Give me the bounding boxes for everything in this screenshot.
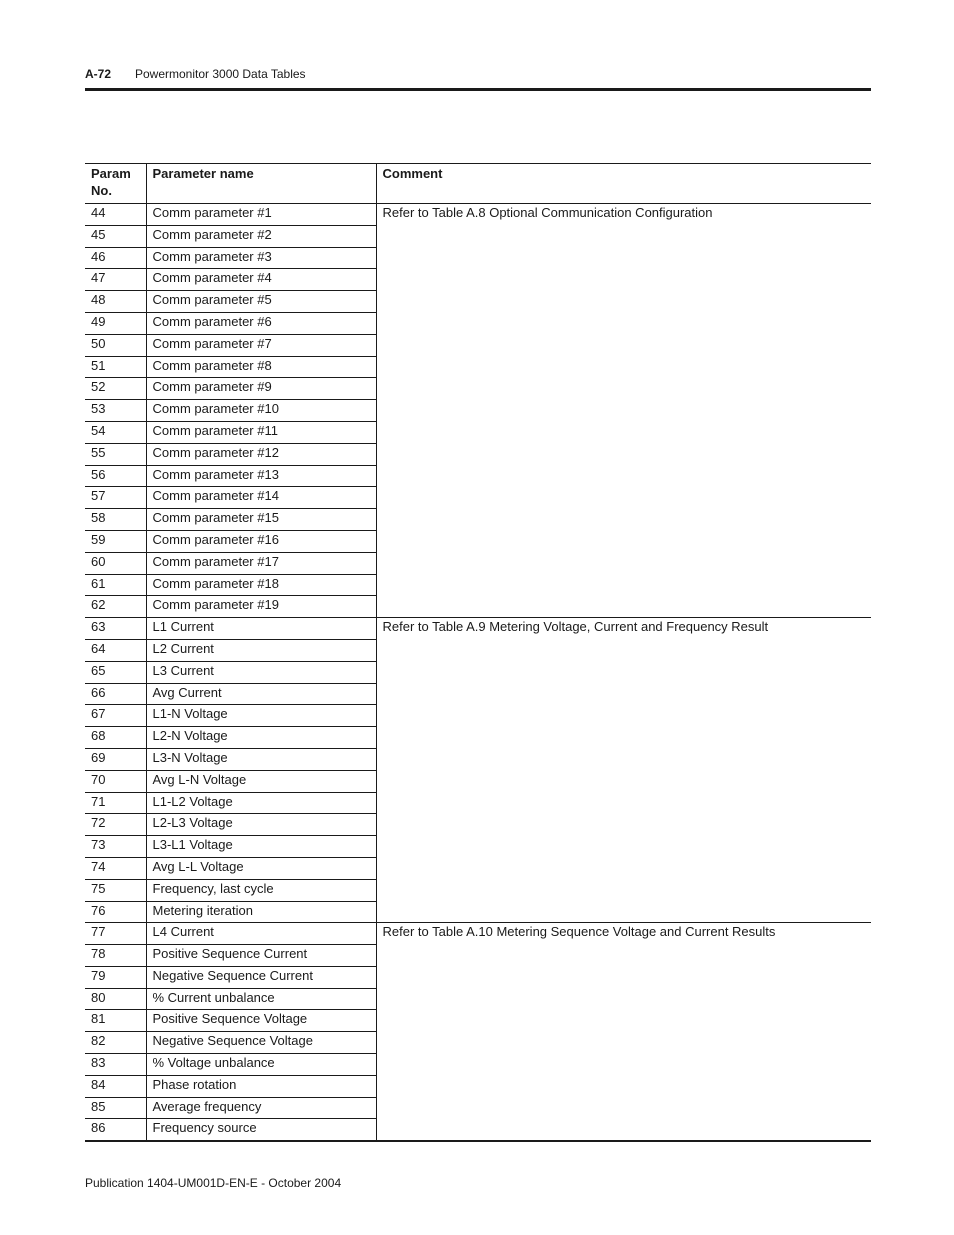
parameter-name: L2-N Voltage bbox=[146, 727, 376, 749]
param-number: 50 bbox=[85, 334, 146, 356]
parameter-name: Comm parameter #18 bbox=[146, 574, 376, 596]
parameter-name: L4 Current bbox=[146, 923, 376, 945]
parameter-name: Comm parameter #11 bbox=[146, 421, 376, 443]
param-number: 55 bbox=[85, 443, 146, 465]
param-number: 44 bbox=[85, 204, 146, 226]
param-number: 76 bbox=[85, 901, 146, 923]
parameter-name: L3-N Voltage bbox=[146, 748, 376, 770]
parameter-name: Comm parameter #8 bbox=[146, 356, 376, 378]
param-number: 66 bbox=[85, 683, 146, 705]
param-number: 58 bbox=[85, 509, 146, 531]
parameter-name: Comm parameter #7 bbox=[146, 334, 376, 356]
parameter-name: Positive Sequence Voltage bbox=[146, 1010, 376, 1032]
parameter-name: Comm parameter #12 bbox=[146, 443, 376, 465]
parameter-name: Comm parameter #10 bbox=[146, 400, 376, 422]
param-number: 83 bbox=[85, 1054, 146, 1076]
page-number: A-72 bbox=[85, 67, 112, 81]
param-number: 78 bbox=[85, 945, 146, 967]
param-number: 45 bbox=[85, 225, 146, 247]
parameter-name: L1-N Voltage bbox=[146, 705, 376, 727]
param-number: 60 bbox=[85, 552, 146, 574]
param-number: 81 bbox=[85, 1010, 146, 1032]
parameter-name: Avg Current bbox=[146, 683, 376, 705]
parameter-name: Comm parameter #13 bbox=[146, 465, 376, 487]
parameter-name: Comm parameter #6 bbox=[146, 312, 376, 334]
table-body bbox=[85, 204, 871, 1141]
comment-cell: Refer to Table A.9 Metering Voltage, Current and Frequency Result bbox=[376, 618, 871, 923]
parameter-name: Positive Sequence Current bbox=[146, 945, 376, 967]
comment-cell: Refer to Table A.10 Metering Sequence Voltage and Current Results bbox=[376, 923, 871, 1141]
param-number: 48 bbox=[85, 291, 146, 313]
param-number: 82 bbox=[85, 1032, 146, 1054]
param-number: 80 bbox=[85, 988, 146, 1010]
parameter-name: Frequency, last cycle bbox=[146, 879, 376, 901]
param-number: 57 bbox=[85, 487, 146, 509]
param-number: 75 bbox=[85, 879, 146, 901]
param-number: 49 bbox=[85, 312, 146, 334]
parameter-name: Comm parameter #2 bbox=[146, 225, 376, 247]
param-number: 86 bbox=[85, 1119, 146, 1141]
param-number: 51 bbox=[85, 356, 146, 378]
param-number: 64 bbox=[85, 639, 146, 661]
running-title: Powermonitor 3000 Data Tables bbox=[135, 67, 306, 81]
parameter-name: Comm parameter #1 bbox=[146, 204, 376, 226]
parameter-name: Comm parameter #5 bbox=[146, 291, 376, 313]
param-number: 54 bbox=[85, 421, 146, 443]
parameter-name: Comm parameter #3 bbox=[146, 247, 376, 269]
param-number: 84 bbox=[85, 1075, 146, 1097]
param-number: 73 bbox=[85, 836, 146, 858]
parameter-name: Negative Sequence Voltage bbox=[146, 1032, 376, 1054]
parameter-name: Avg L-N Voltage bbox=[146, 770, 376, 792]
param-number: 72 bbox=[85, 814, 146, 836]
param-number: 56 bbox=[85, 465, 146, 487]
parameter-table bbox=[85, 163, 871, 1142]
column-header-parameter-name: Parameter name bbox=[146, 164, 376, 204]
page-header bbox=[85, 66, 871, 91]
parameter-name: L2 Current bbox=[146, 639, 376, 661]
param-number: 79 bbox=[85, 966, 146, 988]
param-number: 53 bbox=[85, 400, 146, 422]
comment-cell: Refer to Table A.8 Optional Communication Configuration bbox=[376, 204, 871, 618]
parameter-name: % Current unbalance bbox=[146, 988, 376, 1010]
publication-footer: Publication 1404-UM001D-EN-E - October 2004 bbox=[85, 1176, 342, 1190]
parameter-name: % Voltage unbalance bbox=[146, 1054, 376, 1076]
param-number: 46 bbox=[85, 247, 146, 269]
table-header-row bbox=[85, 164, 871, 204]
param-number: 67 bbox=[85, 705, 146, 727]
param-number: 52 bbox=[85, 378, 146, 400]
param-number: 61 bbox=[85, 574, 146, 596]
param-number: 65 bbox=[85, 661, 146, 683]
parameter-name: Comm parameter #15 bbox=[146, 509, 376, 531]
param-number: 59 bbox=[85, 530, 146, 552]
parameter-name: L1-L2 Voltage bbox=[146, 792, 376, 814]
param-number: 62 bbox=[85, 596, 146, 618]
parameter-name: L1 Current bbox=[146, 618, 376, 640]
param-number: 85 bbox=[85, 1097, 146, 1119]
parameter-name: L3-L1 Voltage bbox=[146, 836, 376, 858]
parameter-name: L2-L3 Voltage bbox=[146, 814, 376, 836]
param-number: 70 bbox=[85, 770, 146, 792]
parameter-name: Avg L-L Voltage bbox=[146, 857, 376, 879]
table-row bbox=[85, 923, 871, 945]
parameter-name: Phase rotation bbox=[146, 1075, 376, 1097]
parameter-name: Average frequency bbox=[146, 1097, 376, 1119]
parameter-name: Comm parameter #9 bbox=[146, 378, 376, 400]
parameter-name: Comm parameter #4 bbox=[146, 269, 376, 291]
parameter-name: Metering iteration bbox=[146, 901, 376, 923]
parameter-name: Comm parameter #14 bbox=[146, 487, 376, 509]
param-number: 63 bbox=[85, 618, 146, 640]
param-number: 74 bbox=[85, 857, 146, 879]
parameter-name: L3 Current bbox=[146, 661, 376, 683]
parameter-name: Comm parameter #19 bbox=[146, 596, 376, 618]
parameter-name: Comm parameter #16 bbox=[146, 530, 376, 552]
column-header-param-no: Param No. bbox=[85, 164, 146, 204]
param-number: 69 bbox=[85, 748, 146, 770]
column-header-comment: Comment bbox=[376, 164, 871, 204]
parameter-name: Frequency source bbox=[146, 1119, 376, 1141]
param-number: 71 bbox=[85, 792, 146, 814]
table-row bbox=[85, 204, 871, 226]
table-row bbox=[85, 618, 871, 640]
param-number: 68 bbox=[85, 727, 146, 749]
param-number: 77 bbox=[85, 923, 146, 945]
parameter-name: Comm parameter #17 bbox=[146, 552, 376, 574]
param-number: 47 bbox=[85, 269, 146, 291]
parameter-name: Negative Sequence Current bbox=[146, 966, 376, 988]
